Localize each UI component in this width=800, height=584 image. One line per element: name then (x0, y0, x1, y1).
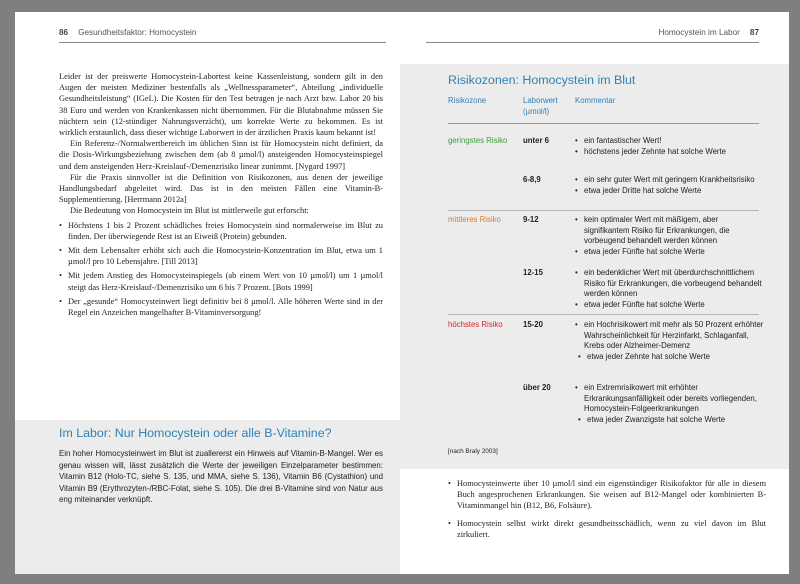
bullet-icon: • (578, 351, 581, 361)
comment-text: höchstens jeder Zehnte hat solche Werte (584, 146, 727, 156)
comment-item (575, 215, 765, 247)
paragraph: Für die Praxis sinnvoller ist die Definition von Risikozonen, aus denen der jeweilige Handlungsbedarf abgeleitet wird. Das ist in den meisten Fällen eine Vitamin-B-Supplementierung. [Herrmann 2012a] (59, 172, 383, 205)
table-source: [nach Braly 2003] (448, 448, 498, 455)
bullet-icon: • (575, 146, 578, 156)
comment-item (575, 268, 765, 300)
bullet-icon: • (448, 518, 451, 528)
comment-text: ein sehr guter Wert mit geringem Krankheitsrisiko (584, 175, 755, 184)
bullet-icon: • (575, 175, 578, 184)
comment-cell (575, 215, 765, 257)
bullet-icon: • (575, 268, 578, 277)
comment-cell (575, 136, 765, 157)
bullet-icon: • (59, 296, 62, 306)
bullet-item (59, 296, 383, 318)
lab-value: 6-8,9 (523, 175, 541, 184)
left-header-title: Gesundheitsfaktor: Homocystein (78, 28, 197, 37)
bullet-icon: • (575, 246, 578, 256)
comment-item (575, 320, 765, 352)
comment-cell (575, 268, 765, 310)
bullet-text: Mit dem Lebensalter erhöht sich auch die Homocystein-Konzentration im Blut, etwa um 1 µmol/l pro 10 Lebensjahre. [Till 2013] (68, 246, 383, 267)
lab-value: unter 6 (523, 136, 549, 145)
comment-cell (575, 383, 765, 425)
right-header-rule (426, 42, 759, 43)
comment-text: ein fantastischer Wert! (584, 136, 662, 145)
comment-cell (575, 320, 765, 362)
left-header-rule (59, 42, 386, 43)
bullet-icon: • (59, 246, 62, 256)
lab-value: 12-15 (523, 268, 543, 277)
paragraph: Die Bedeutung von Homocystein im Blut ist mittlerweile gut erforscht: (70, 206, 309, 216)
table-header-rule (448, 123, 759, 124)
bullet-icon: • (578, 414, 581, 424)
bullet-item (59, 270, 383, 292)
comment-item (575, 175, 765, 186)
column-header-value: Laborwert (µmol/l) (523, 96, 558, 116)
column-header-comment: Kommentar (575, 96, 616, 105)
lab-info-box-title: Im Labor: Nur Homocystein oder alle B-Vitamine? (59, 426, 332, 440)
comment-text: ein Extremrisikowert mit erhöhter Erkrankungsanfälligkeit oder bereits vorliegenden, Homocystein-Folgeerkrankungen (584, 383, 757, 414)
column-header-zone: Risikozone (448, 96, 487, 105)
bullet-text: Höchstens 1 bis 2 Prozent schädliches freies Homocystein sind normalerweise im Blut zu finden. Der überwiegende Rest ist an Eiweiß (Protein) gebunden. (68, 220, 383, 241)
comment-item (575, 415, 765, 426)
comment-text: kein optimaler Wert mit mäßigem, aber signifikantem Risiko für Erkrankungen, die vorbeugend behandelt werden können (584, 215, 730, 246)
bullet-item (448, 478, 766, 512)
right-header-title: Homocystein im Labor (658, 28, 740, 37)
lab-value: 9-12 (523, 215, 539, 224)
bullet-item (59, 220, 383, 242)
lab-value: über 20 (523, 383, 551, 392)
bullet-item (59, 245, 383, 267)
right-page-number: 87 (749, 28, 759, 37)
comment-text: etwa jeder Dritte hat solche Werte (584, 185, 702, 195)
comment-item (575, 186, 765, 197)
left-page (15, 12, 400, 574)
comment-text: ein bedenklicher Wert mit überdurchschnittlichem Risiko für Erkrankungen, die vorbeugend behandelt werden können (584, 268, 762, 299)
lab-info-box-text: Ein hoher Homocysteinwert im Blut ist zuallererst ein Hinweis auf Vitamin-B-Mangel. Wer es genau wissen will, lässt zusätzlich die Werte der jeweiligen Einzelparameter bestimmen: Vitamin B12 (Holo-TC, siehe S. 135, und MMA, siehe S. 136), Vitamin B6 (Cystathion) und Vitamin B9 (Erythrozyten-/RBC-Folat, siehe S. 105). Die drei B-Vitamine sind von Natur aus eng miteinander verknüpft. (59, 449, 383, 505)
risk-zone-high-label: höchstes Risiko (448, 320, 503, 329)
risk-zone-low-label: geringstes Risiko (448, 136, 508, 145)
lab-value: 15-20 (523, 320, 543, 329)
bullet-icon: • (575, 185, 578, 195)
bullet-icon: • (575, 320, 578, 329)
comment-text: ein Hochrisikowert mit mehr als 50 Prozent erhöhter Wahrscheinlichkeit für Herzinfarkt, Schlaganfall, Krebs oder Alzheimer-Demenz (584, 320, 764, 351)
paragraph: Leider ist der preiswerte Homocystein-Labortest keine Kassenleistung, sondern gilt in den Augen der meisten Mediziner bestenfalls als „Wellnessparameter“, Abteilung „individuelle Gesundheitsleistung“ (IGeL). Die Kosten für den Test betragen je nach Arzt bzw. Labor 20 bis 38 Euro und werden von Krankenkassen nicht übernommen. Für die Blutabnahme müssen Sie nüchtern sein (12-stündiger Nahrungsverzicht), um korrekte Werte zu bekommen. Es ist wirklich erstaunlich, dass dieser wichtige Laborwert in der ärztlichen Praxis kaum bekannt ist! (59, 72, 383, 138)
comment-text: etwa jeder Fünfte hat solche Werte (584, 299, 705, 309)
right-body-text (448, 478, 766, 546)
comment-item (575, 300, 765, 311)
bullet-icon: • (575, 136, 578, 145)
bullet-text: Mit jedem Anstieg des Homocysteinspiegels (ab einem Wert von 10 µmol/l) um 1 µmol/l steigt das Herz-Kreislauf-/Demenzrisiko um 6 bis 7 Prozent. [Bots 1999] (68, 271, 383, 292)
risk-zone-medium-label: mittleres Risiko (448, 215, 501, 224)
zone-divider (448, 210, 759, 211)
bullet-icon: • (59, 271, 62, 281)
comment-text: etwa jeder Zwanzigste hat solche Werte (587, 414, 726, 424)
comment-item (575, 136, 765, 147)
right-page (400, 12, 789, 574)
bullet-icon: • (575, 215, 578, 224)
bullet-item (448, 518, 766, 540)
comment-text: etwa jeder Fünfte hat solche Werte (584, 246, 705, 256)
bullet-text: Homocystein selbst wirkt direkt gesundheitsschädlich, wenn zu viel davon im Blut zirkuliert. (457, 518, 766, 539)
bullet-icon: • (448, 479, 451, 488)
paragraph: Ein Referenz-/Normalwertbereich im üblichen Sinn ist für Homocystein nicht definiert, da die Dosis-Wirkungsbeziehung zwischen dem (ab 8 µmol/l) ansteigenden Homocysteinspiegel und dem ansteigenden Herz-Kreislauf-/Demenzrisiko linear zunimmt. [Nygard 1997] (59, 139, 383, 171)
bullet-text: Homocysteinwerte über 10 µmol/l sind ein eigenständiger Risikofaktor für alle in diesem Buch angesprochenen Erkrankungen. Sie weisen auf B12-Mangel oder kombinierten B-Vitaminmangel hin (B12, B6, Folsäure). (457, 479, 766, 511)
comment-item (575, 247, 765, 258)
bullet-icon: • (59, 220, 62, 230)
risk-table-title: Risikozonen: Homocystein im Blut (448, 73, 636, 87)
bullet-text: Der „gesunde“ Homocysteinwert liegt definitiv bei 8 µmol/l. Alle höheren Werte sind in der Regel ein Anzeichen mangelhafter B-Vitaminversorgung! (68, 296, 383, 318)
comment-item (575, 147, 765, 158)
zone-divider (448, 314, 759, 315)
left-running-header (59, 28, 196, 37)
bullet-icon: • (575, 299, 578, 309)
comment-text: etwa jeder Zehnte hat solche Werte (587, 351, 710, 361)
left-body-text (59, 71, 383, 318)
comment-item (575, 352, 765, 363)
comment-item (575, 383, 765, 415)
left-page-number: 86 (59, 28, 69, 37)
right-running-header (658, 28, 759, 37)
bullet-icon: • (575, 383, 578, 392)
comment-cell (575, 175, 765, 196)
